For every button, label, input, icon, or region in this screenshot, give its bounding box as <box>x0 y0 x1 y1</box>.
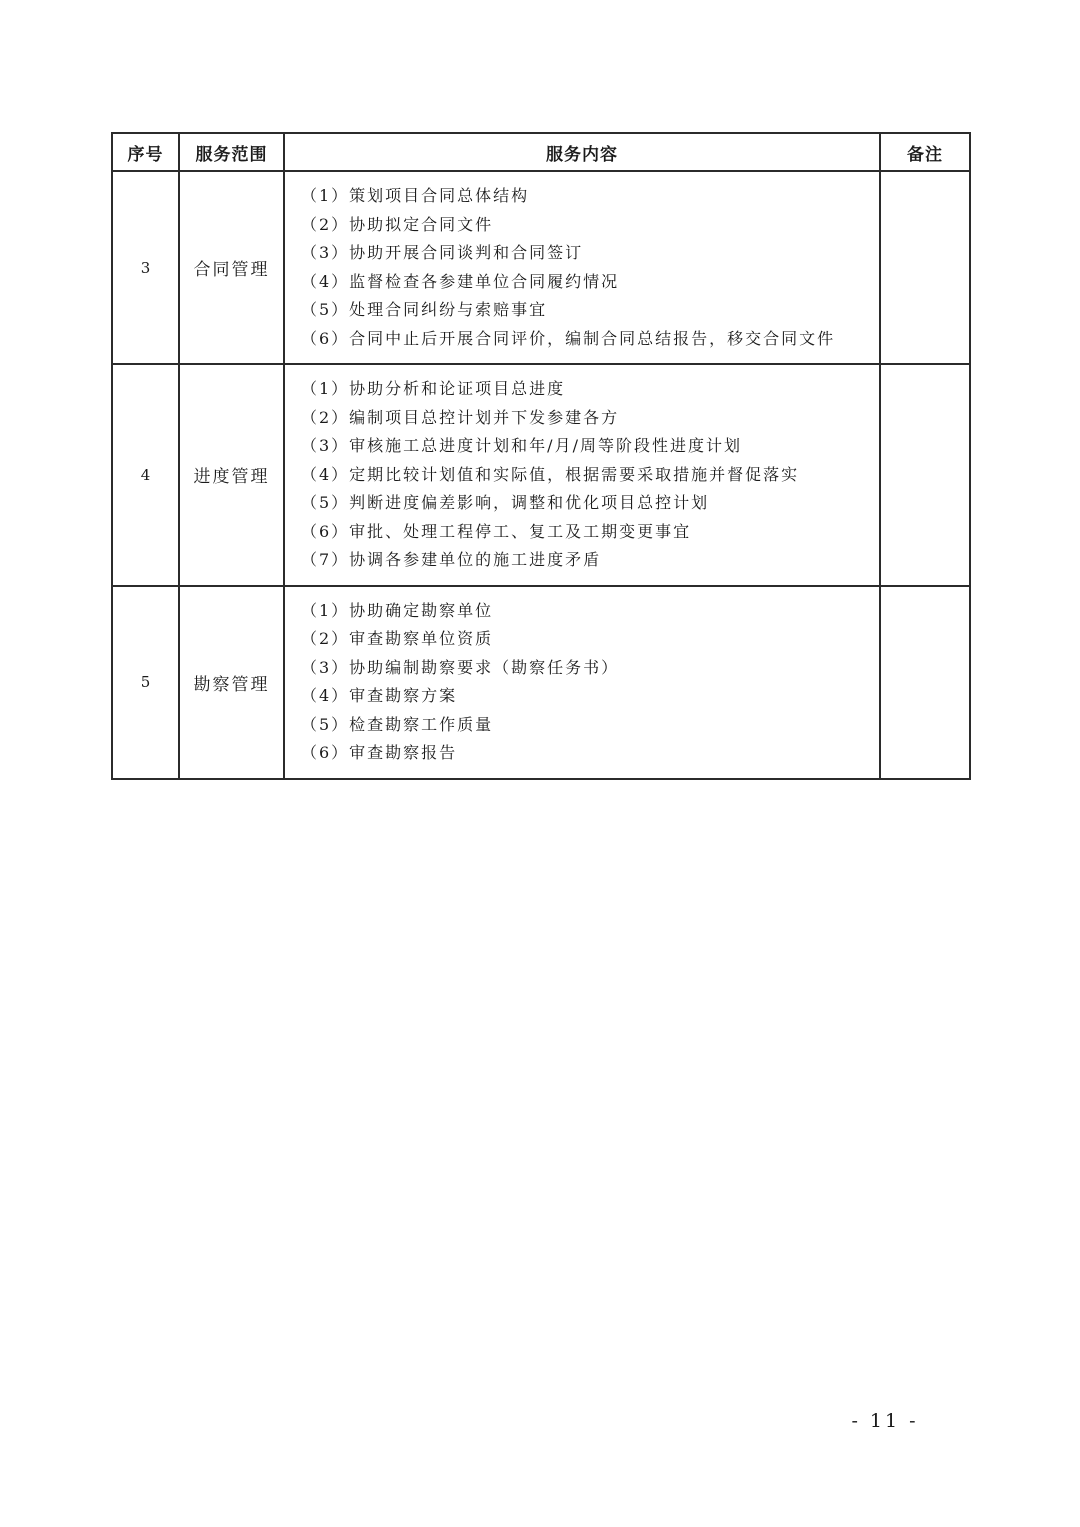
table-row <box>112 364 970 586</box>
content-item: （5）检查勘察工作质量 <box>301 714 494 734</box>
table-row <box>112 586 970 779</box>
row-content <box>284 586 880 779</box>
content-item: （6）审批、处理工程停工、复工及工期变更事宜 <box>301 521 692 541</box>
row-scope: 进度管理 <box>179 364 284 586</box>
page-number: - 11 - <box>851 1410 919 1432</box>
row-content <box>284 364 880 586</box>
content-item: （4）定期比较计划值和实际值，根据需要采取措施并督促落实 <box>301 464 800 484</box>
content-item: （6）合同中止后开展合同评价，编制合同总结报告，移交合同文件 <box>301 328 836 348</box>
row-number: 3 <box>112 171 179 364</box>
content-item: （3）协助编制勘察要求（勘察任务书） <box>301 657 620 677</box>
content-item: （3）协助开展合同谈判和合同签订 <box>301 243 584 262</box>
row-number: 5 <box>112 586 179 779</box>
table-row <box>112 171 970 364</box>
table-header-row <box>112 133 970 171</box>
row-remark <box>880 586 970 779</box>
content-item: （5）处理合同纠纷与索赔事宜 <box>301 300 548 319</box>
row-scope: 合同管理 <box>179 171 284 364</box>
content-item: （2）审查勘察单位资质 <box>301 629 494 648</box>
header-remark: 备注 <box>880 133 970 171</box>
content-item: （2）编制项目总控计划并下发参建各方 <box>301 407 620 427</box>
row-content <box>284 171 880 364</box>
header-content: 服务内容 <box>284 133 880 171</box>
content-item: （2）协助拟定合同文件 <box>301 214 494 234</box>
content-item: （5）判断进度偏差影响，调整和优化项目总控计划 <box>301 493 710 512</box>
content-item: （6）审查勘察报告 <box>301 743 458 762</box>
row-remark <box>880 171 970 364</box>
row-remark <box>880 364 970 586</box>
row-number: 4 <box>112 364 179 586</box>
content-item: （3）审核施工总进度计划和年/月/周等阶段性进度计划 <box>301 436 742 455</box>
content-item: （4）监督检查各参建单位合同履约情况 <box>301 271 620 291</box>
content-item: （4）审查勘察方案 <box>301 686 458 705</box>
header-scope: 服务范围 <box>179 133 284 171</box>
header-number: 序号 <box>112 133 179 171</box>
content-item: （1）协助确定勘察单位 <box>301 600 494 620</box>
content-item: （1）策划项目合同总体结构 <box>301 186 530 205</box>
service-table <box>111 132 971 780</box>
row-scope: 勘察管理 <box>179 586 284 779</box>
content-item: （1）协助分析和论证项目总进度 <box>301 379 566 398</box>
content-item: （7）协调各参建单位的施工进度矛盾 <box>301 550 602 569</box>
